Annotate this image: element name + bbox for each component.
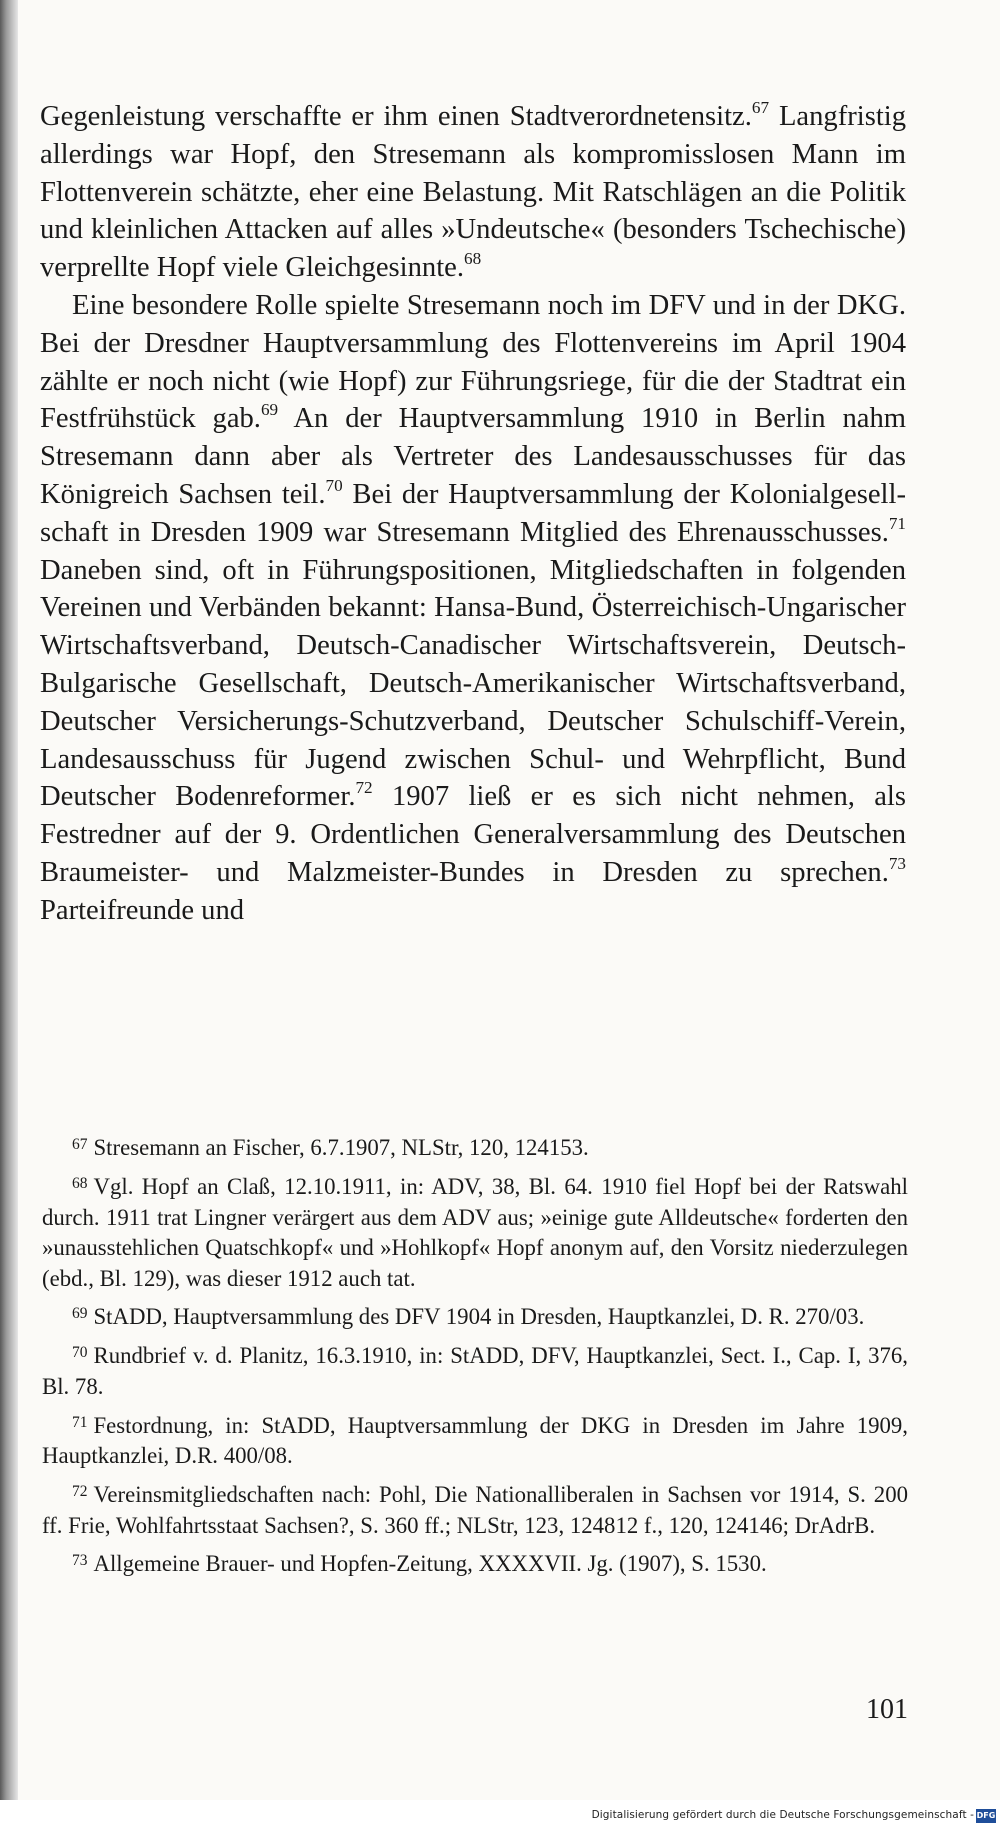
dfg-logo: DFG — [976, 1809, 996, 1823]
footnote-number: 69 — [72, 1305, 88, 1323]
footnote-text: Allgemeine Brauer- und Hopfen-Zeitung, XXXXVII. Jg. (1907), S. 1530. — [93, 1551, 767, 1577]
footnote-number: 67 — [72, 1136, 88, 1153]
footnote-marker[interactable]: 69 — [260, 400, 279, 420]
footnote-number: 72 — [72, 1482, 88, 1500]
footnote-number: 71 — [72, 1413, 88, 1431]
footnote — [42, 1477, 908, 1541]
footnote-text: Vgl. Hopf an Claß, 12.10.1911, in: ADV, 38, Bl. 64. 1910 fiel Hopf bei der Ratswahl durch. 1911 trat Lingner verärgert aus dem ADV aus; »einige gute Alldeutsche« forderten den »unausstehlichen Quatschkopf« und »Hohlkopf« Hopf anonym auf, den Vorsitz niederzulegen (ebd., Bl. 129), was dieser 1912 auch tat. — [42, 1173, 908, 1291]
body-text-run: Gegenleistung verschaffte er ihm einen Stadtverordnetensitz. — [40, 101, 752, 132]
body-text-run: An der Hauptversammlung 1910 in Berlin nahm Stresemann dann aber als Vertreter des Landesausschusses für das Königreich Sachsen teil. — [40, 403, 906, 510]
body-text-run: Bei der Hauptversammlung der Kolonialgesellschaft in Dresden 1909 war Stresemann Mitglied des Ehrenausschusses. — [40, 478, 906, 548]
footnote-text: StADD, Hauptversammlung des DFV 1904 in Dresden, Hauptkanzlei, D. R. 270/03. — [93, 1304, 865, 1330]
page-binding-shadow — [0, 0, 18, 1800]
footnotes — [42, 1130, 908, 1585]
body-text-run: Langfristig allerdings war Hopf, den Stresemann als kompromisslosen Mann im Flottenverein schätzte, eher eine Belastung. Mit Ratschlägen an die Politik und kleinlichen Attacken auf alles »Undeutsche« (besonders Tschechische) verprellte Hopf viele Gleichgesinnte. — [40, 101, 907, 284]
body-text-run: Parteifreunde und — [40, 894, 245, 926]
footnote-number: 70 — [72, 1344, 88, 1362]
footnote-marker[interactable]: 72 — [355, 778, 373, 798]
footnote — [42, 1338, 908, 1402]
footnote-marker[interactable]: 68 — [463, 249, 482, 269]
footnote-text: Stresemann an Fischer, 6.7.1907, NLStr, 120, 124153. — [93, 1135, 589, 1161]
footnote — [42, 1546, 908, 1580]
body-text-run: Eine besondere Rolle spielte Stresemann noch im DFV und in der DKG. Bei der Dresdner Hauptversammlung des Flottenvereins im April 1904 zählte er noch nicht (wie Hopf) zur Führungsriege, für die der Stadtrat ein Festfrühstück gab. — [40, 289, 906, 435]
digitization-footer — [0, 1800, 1000, 1828]
footer-credit: Digitalisierung gefördert durch die Deutsche Forschungsgemeinschaft - — [591, 1809, 974, 1821]
footnote-number: 73 — [72, 1552, 88, 1570]
footnote-text: Rundbrief v. d. Planitz, 16.3.1910, in: StADD, DFV, Hauptkanzlei, Sect. I., Cap. I, 376, Bl. 78. — [42, 1343, 908, 1399]
page-number: 101 — [866, 1694, 908, 1725]
footnote — [42, 1169, 908, 1295]
footnote-text: Festordnung, in: StADD, Hauptversammlung der DKG in Dresden im Jahre 1909, Hauptkanzlei, D.R. 400/08. — [42, 1412, 908, 1469]
footnote — [42, 1408, 908, 1472]
body-paragraph — [40, 287, 906, 930]
footnote-marker[interactable]: 67 — [751, 98, 770, 117]
footnote-number: 68 — [72, 1174, 88, 1192]
body-paragraph — [40, 98, 906, 287]
main-text — [40, 98, 906, 930]
footnote-text: Vereinsmitgliedschaften nach: Pohl, Die Nationalliberalen in Sachsen vor 1914, S. 200 ff. Frie, Wohlfahrtsstaat Sachsen?, S. 360 ff.; NLStr, 123, 124812 f., 120, 124146; DrAdrB. — [42, 1482, 908, 1538]
footnote-marker[interactable]: 73 — [888, 853, 906, 873]
body-text-run: 1907 ließ er es sich nicht nehmen, als Festredner auf der 9. Ordentlichen Generalversammlung des Deutschen Braumeister- und Malzmeister-Bundes in Dresden zu sprechen. — [40, 781, 906, 888]
footnote — [42, 1130, 908, 1164]
body-text-run: Daneben sind, oft in Führungspositionen, Mitgliedschaften in folgenden Vereinen und Verbänden bekannt: Hansa-Bund, Österreichisch-Ungarischer Wirtschaftsverband, Deutsch-Canadischer Wirtschaftsverein, Deutsch-Bulgarische Gesellschaft, Deutsch-Amerikanischer Wirtschaftsverband, Deutscher Versicherungs-Schutzverband, Deutscher Schulschiff-Verein, Landesausschuss für Jugend zwischen Schul- und Wehrpflicht, Bund Deutscher Bodenreformer. — [40, 554, 906, 813]
footnote-marker[interactable]: 71 — [888, 513, 906, 533]
footnote — [42, 1299, 908, 1333]
footnote-marker[interactable]: 70 — [325, 475, 343, 495]
